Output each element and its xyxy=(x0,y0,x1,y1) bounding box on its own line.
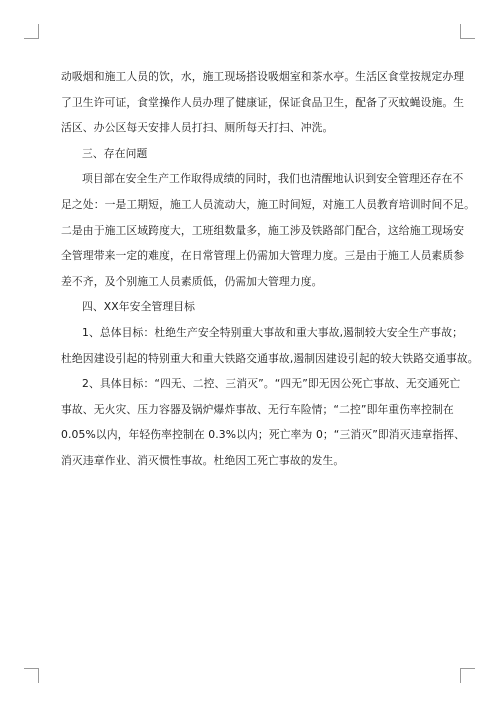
paragraph-line: 2、具体目标：“四无、二控、三消灭”。“四无”即无因公死亡事故、无交通死亡 xyxy=(82,377,461,391)
paragraph-line: 1、总体目标：杜绝生产安全特别重大事故和重大事故,遏制较大安全生产事故； xyxy=(82,325,463,339)
document-body xyxy=(61,64,479,474)
paragraph-line: 项目部在安全生产工作取得成绩的同时，我们也清醒地认识到安全管理还存在不 xyxy=(82,172,464,186)
paragraph-line: 差不齐，及个别施工人员素质低，仍需加大管理力度。 xyxy=(61,274,323,288)
paragraph-line: 活区、办公区每天安排人员打扫、厕所每天打扫、冲洗。 xyxy=(61,121,334,135)
paragraph-line: 杜绝因建设引起的特别重大和重大铁路交通事故,遏制因建设引起的较大铁路交通事故。 xyxy=(61,351,479,365)
crop-mark-top-left xyxy=(24,24,39,39)
paragraph-line: 动吸烟和施工人员的饮，水，施工现场搭设吸烟室和茶水亭。生活区食堂按规定办理 xyxy=(61,70,465,83)
paragraph-line: 消灭违章作业、消灭惯性事故。杜绝因工死亡事故的发生。 xyxy=(61,453,345,467)
section-heading-goals: 四、XX年安全管理目标 xyxy=(82,300,196,314)
crop-mark-bottom-right xyxy=(460,668,475,683)
paragraph-line: 足之处：一是工期短，施工人员流动大，施工时间短，对施工人员教育培训时间不足。 xyxy=(61,197,476,211)
paragraph-line: 0.05%以内，年轻伤率控制在 0.3%以内；死亡率为 0；“三消灭”即消灭违章指挥、 xyxy=(61,428,466,442)
paragraph-line: 了卫生许可证，食堂操作人员办理了健康证，保证食品卫生，配备了灭蚊蝇设施。生 xyxy=(61,95,465,109)
crop-mark-top-right xyxy=(460,24,475,39)
paragraph-line: 二是由于施工区域跨度大，工班组数量多，施工涉及铁路部门配合，这给施工现场安 xyxy=(61,223,465,237)
section-heading-issues: 三、存在问题 xyxy=(82,146,148,160)
crop-mark-bottom-left xyxy=(24,668,39,683)
paragraph-line: 事故、无火灾、压力容器及锅炉爆炸事故、无行车险情；“二控”即年重伤率控制在 xyxy=(61,402,454,416)
paragraph-line: 全管理带来一定的难度，在日常管理上仍需加大管理力度。三是由于施工人员素质参 xyxy=(61,249,465,263)
